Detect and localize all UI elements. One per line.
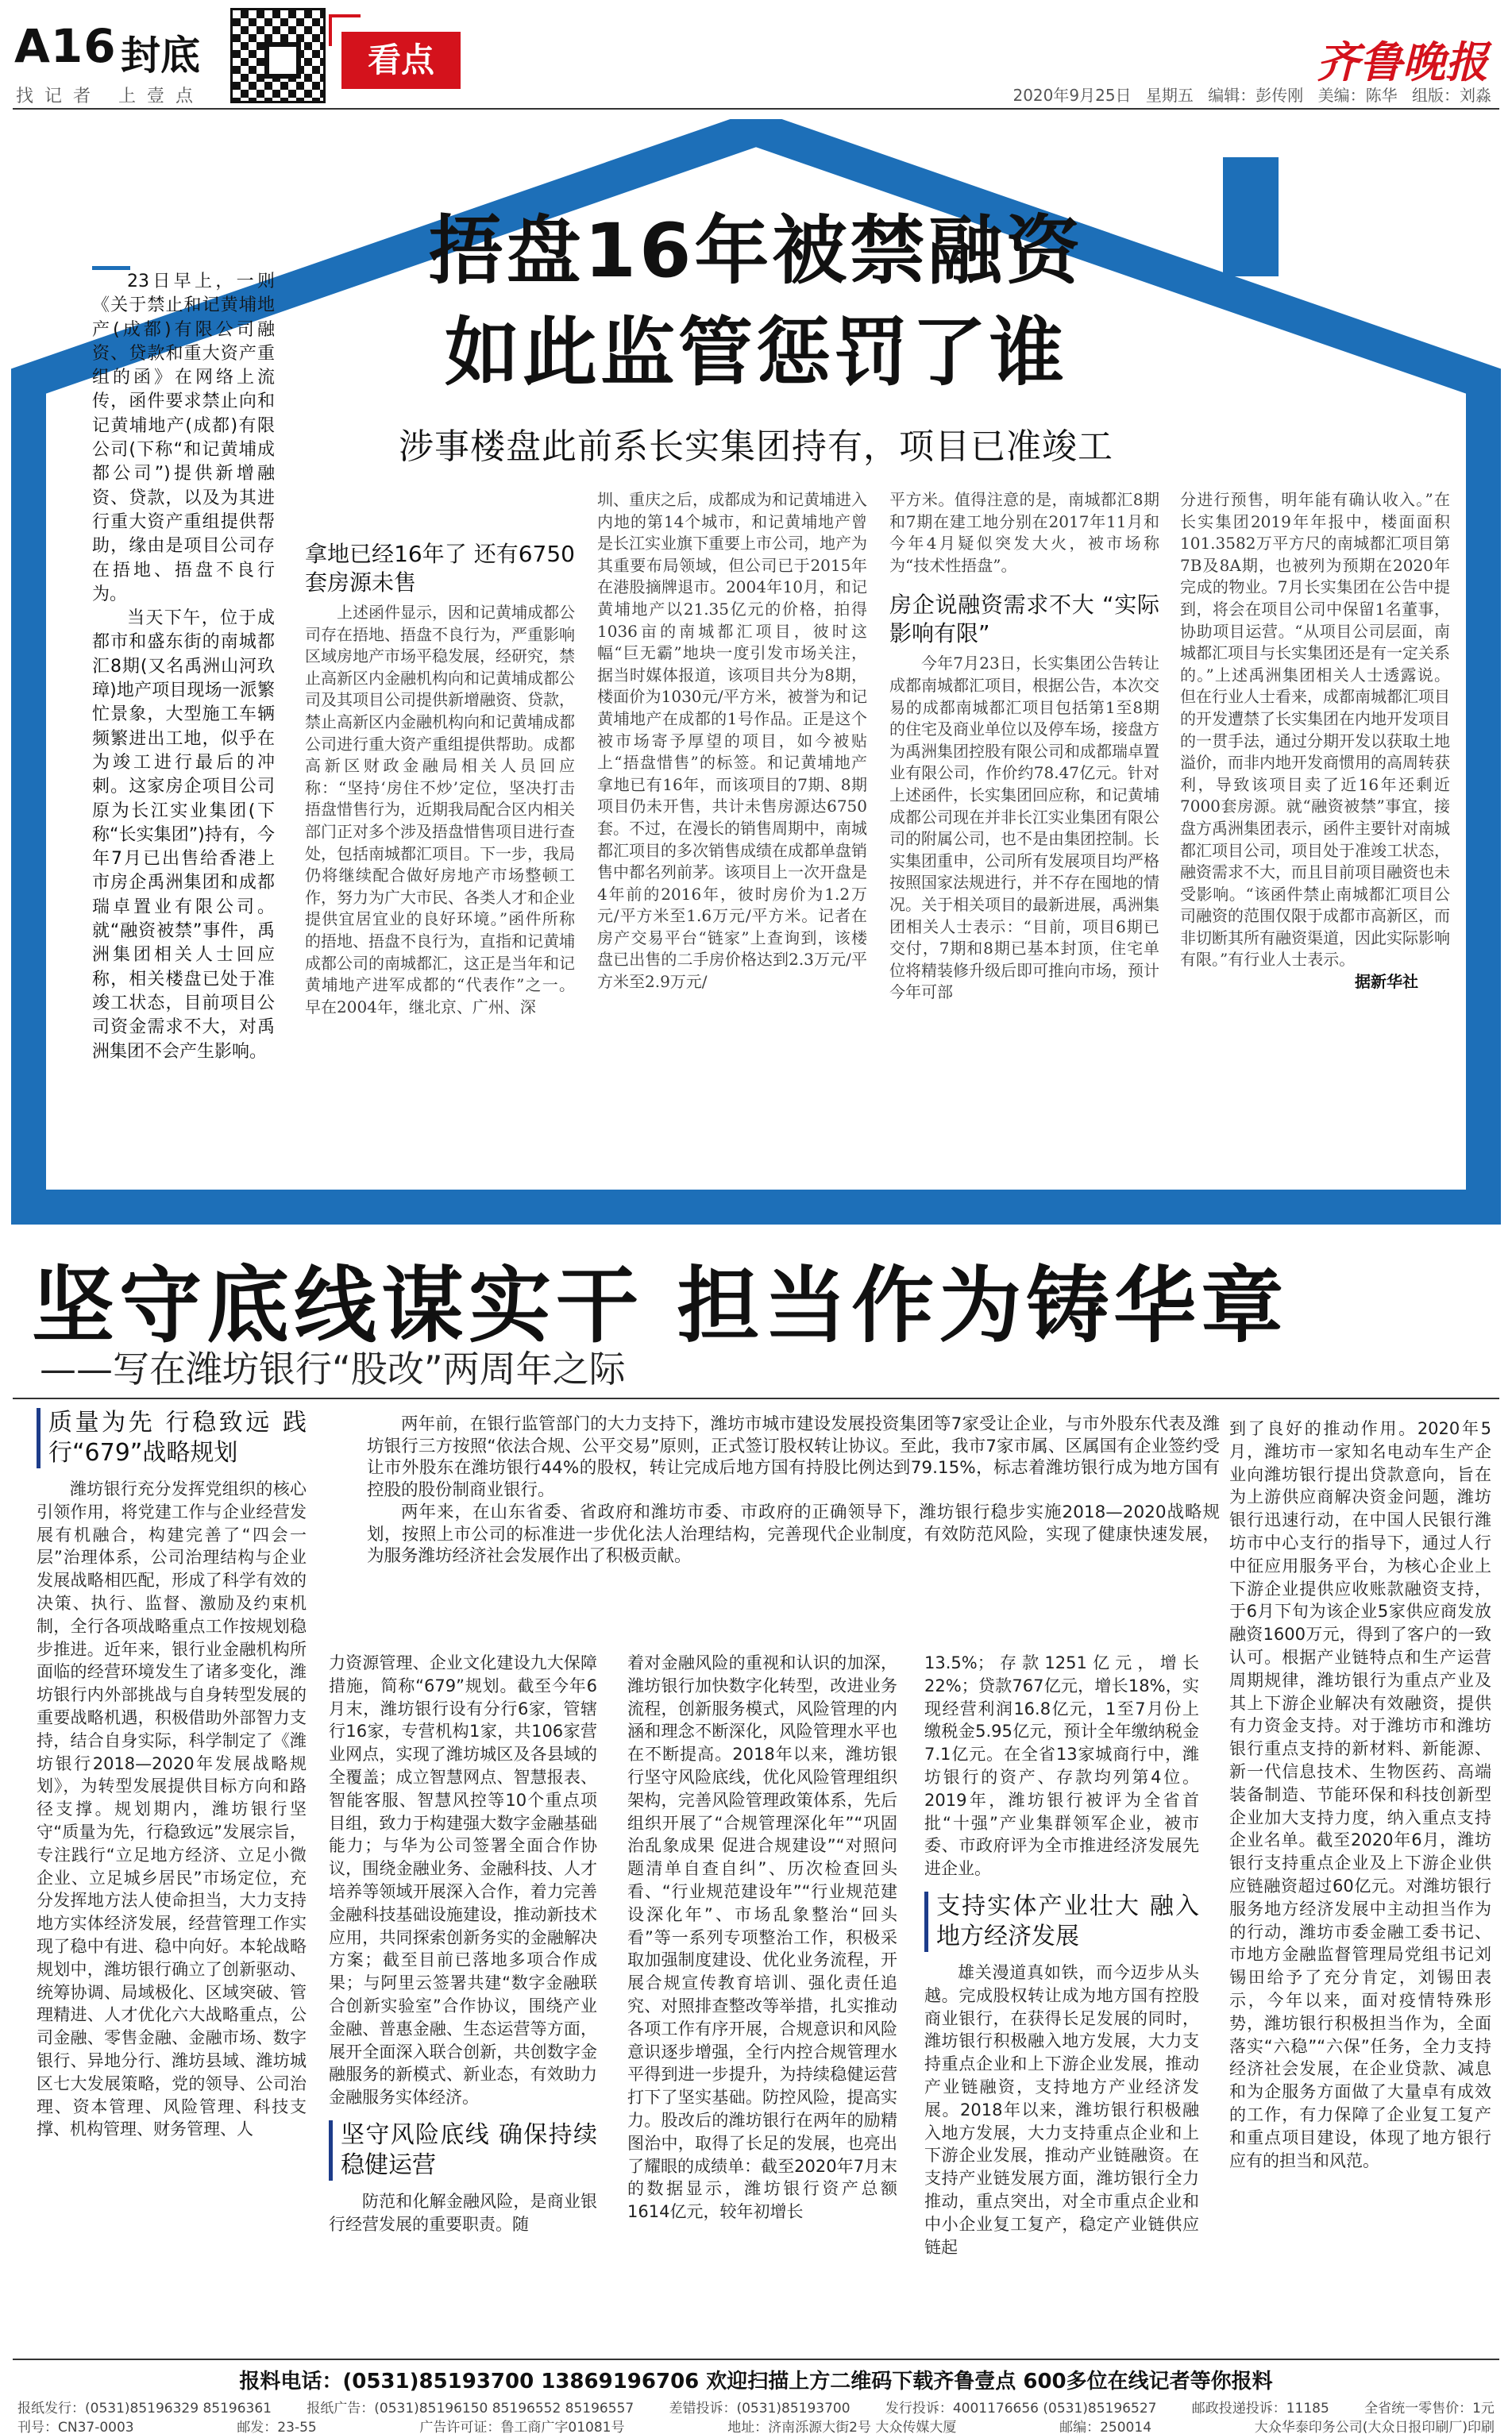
bank-headline-rule (13, 1398, 1499, 1399)
footer-item: 广告许可证：鲁工商广字01081号 (419, 2420, 625, 2434)
bank-column-4 (924, 1652, 1199, 2258)
footer-item: 邮政投递投诉：11185 (1191, 2401, 1329, 2417)
footer-row-1 (17, 2397, 1495, 2417)
headline-line-1: 捂盘16年被禁融资 (428, 208, 1084, 295)
story1-column-5 (1180, 489, 1450, 993)
column-text: 潍坊银行充分发挥党组织的核心引领作用，将党建工作与企业经营发展有机融合，构建完善了“四会一层”治理体系，公司治理结构与企业发展战略相匹配，形成了科学有效的决策、执行、监督、激励及约束机制，全行各项战略重点工作按规划稳步推进。近年来，银行业金融机构所面临的经营环境发生了诸多变化，潍坊银行内外部挑战与自身转型发展的重要战略机遇，积极借助外部智力支持，结合自身实际，科学制定了《潍坊银行2018—2020年发展战略规划》，为转型发展提供目标方向和路径支撑。规划期内，潍坊银行坚守“质量为先，行稳致远”发展宗旨，专注践行“立足地方经济、立足小微企业、立足城乡居民”市场定位，充分发挥地方法人使命担当，大力支持地方实体经济发展，经营管理工作实现了稳中有进、稳中向好。本轮战略规划中，潍坊银行确立了创新驱动、统筹协调、局域极化、区域突破、管理精进、人才优化六大战略重点，公司金融、零售金融、金融市场、数字银行、异地分行、潍坊县域、潍坊城区七大发展策略，党的领导、公司治理、资本管理、风险管理、科技支撑、机构管理、财务管理、人 (37, 1479, 307, 2139)
qr-code-icon[interactable] (230, 8, 326, 103)
footer-item: 地址：济南泺源大街2号 大众传媒大厦 (727, 2420, 957, 2434)
section-tag: 看点 (341, 32, 461, 89)
bank-subheading: 支持实体产业壮大 融入地方经济发展 (924, 1892, 1199, 1952)
lead-paragraph: 23日早上，一则《关于禁止和记黄埔地产(成都)有限公司融资、贷款和重大资产重组的函》在网络上流传，函件要求禁止向和记黄埔地产(成都)有限公司(下称“和记黄埔成都公司”)提供新增融资、贷款，以及为其进行重大资产重组提供帮助，缘由是项目公司存在捂地、捂盘不良行为。 (92, 272, 275, 604)
footer-rule (13, 2359, 1499, 2360)
column-text: 着对金融风险的重视和认识的加深，潍坊银行加快数字化转型，改进业务流程，创新服务模式，风险管理的内涵和理念不断深化，风险管理水平也在不断提高。2018年以来，潍坊银行坚守风险底线，优化风险管理组织架构，完善风险管理政策体系，先后组织开展了“合规管理深化年”“巩固治乱象成果 促进合规建设”“对照问题清单自查自纠”、历次检查回头看、“行业规范建设年”“行业规范建设深化年”、市场乱象整治“回头看”等一系列专项整治工作，积极采取加强制度建设、优化业务流程，开展合规宣传教育培训、强化责任追究、对照排查整改等举措，扎实推动各项工作有序开展，合规意识和风险意识逐步增强，全行内控合规管理水平得到进一步提升，为持续稳健运营打下了坚实基础。防控风险，提高实力。股改后的潍坊银行在两年的励精图治中，取得了长足的发展，也亮出了耀眼的成绩单：截至2020年7月末的数据显示，潍坊银行资产总额1614亿元，较年初增长 (627, 1653, 897, 2222)
bank-column-5 (1229, 1418, 1491, 2172)
column-subheading: 拿地已经16年了 还有6750套房源未售 (305, 541, 575, 596)
page-number: A16 (14, 19, 117, 73)
date-editor-line: 2020年9月25日 星期五 编辑：彭传刚 美编：陈华 组版：刘淼 (1012, 86, 1491, 105)
section-label: 封底 (121, 33, 200, 79)
footer-item: 邮编：250014 (1059, 2420, 1152, 2434)
bank-column-2 (329, 1652, 597, 2236)
column-text: 到了良好的推动作用。2020年5月，潍坊市一家知名电动车生产企业向潍坊银行提出贷款意向，旨在为上游供应商解决资金问题，潍坊银行迅速行动，在中国人民银行潍坊市中心支行的指导下，通过人行中征应用服务平台，为核心企业上下游企业提供应收账款融资支持，于6月下旬为该企业5家供应商发放融资1600万元，得到了客户的一致认可。根据产业链特点和生产运营周期规律，潍坊银行为重点产业及其上下游企业解决有效融资，提供有力资金支持。对于潍坊市和潍坊银行重点支持的新材料、新能源、新一代信息技术、生物医药、高端装备制造、节能环保和科技创新型企业加大支持力度，纳入重点支持企业名单。截至2020年6月，潍坊银行支持重点企业及上下游企业供应链融资超过60亿元。对潍坊银行服务地方经济发展中主动担当作为的行动，潍坊市委金融工委书记、市地方金融监督管理局党组书记刘锡田给予了充分肯定，刘锡田表示，今年以来，面对疫情特殊形势，潍坊银行积极担当作为，全面落实“六稳”“六保”任务，全力支持经济社会发展，在企业贷款、减息和为企服务方面做了大量卓有成效的工作，有力保障了企业复工复产和重点项目建设，体现了地方银行应有的担当和风范。 (1229, 1419, 1491, 2170)
subheadline: 涉事楼盘此前系长实集团持有，项目已准竣工 (399, 426, 1113, 467)
column-text: 雄关漫道真如铁，而今迈步从头越。完成股权转让成为地方国有控股商业银行，在获得长足发展的同时，潍坊银行积极融入地方发展，大力支持重点企业和上下游企业发展，推动产业链融资，支持地方产业经济发展。2018年以来，潍坊银行积极融入地方发展，大力支持重点企业和上下游企业发展，推动产业链融资。在支持产业链发展方面，潍坊银行全力推动，重点突出，对全市重点企业和中小企业复工复产，稳定产业链供应链起 (924, 1962, 1199, 2257)
bank-column-3 (627, 1652, 897, 2224)
footer-item: 刊号：CN37-0003 (17, 2420, 134, 2434)
story1-column-3 (597, 489, 867, 993)
page-header (0, 0, 1512, 119)
column-subheading: 房企说融资需求不大 “实际影响有限” (889, 592, 1159, 647)
footer-item: 报纸发行：(0531)85196329 85196361 (17, 2401, 272, 2417)
byline: 据新华社 (1355, 972, 1418, 992)
bank-headline: 坚守底线谋实干 担当作为铸华章 (32, 1257, 1289, 1354)
bank-column-1 (37, 1402, 307, 2141)
footer-row-2 (17, 2416, 1495, 2434)
footer-item: 邮发：23-55 (237, 2420, 317, 2434)
newspaper-logo: 齐鲁晚报 (1317, 37, 1488, 87)
bank-subtitle: ——写在潍坊银行“股改”两周年之际 (40, 1348, 626, 1391)
footer-item: 差错投诉：(0531)85193700 (669, 2401, 850, 2417)
header-rule (13, 108, 1499, 110)
lead-paragraph: 当天下午，位于成都市和盛东街的南城都汇8期(又名禹洲山河玖璋)地产项目现场一派繁忙景象，大型施工车辆频繁进出工地，似乎在为竣工进行最后的冲刺。这家房企项目公司原为长江实业集团(下称“长实集团”)持有，今年7月已出售给香港上市房企禹洲集团和成都瑞卓置业有限公司。就“融资被禁”事件，禹洲集团相关人士回应称，相关楼盘已处于准竣工状态，目前项目公司资金需求不大，对禹洲集团不会产生影响。 (92, 608, 275, 1062)
lead-column (92, 270, 275, 1064)
bank-subheading: 质量为先 行稳致远 践行“679”战略规划 (37, 1408, 307, 1468)
column-text: 圳、重庆之后，成都成为和记黄埔进入内地的第14个城市，和记黄埔地产曾是长江实业旗下重要上市公司，地产为其重要布局领域，但公司已于2015年在港股摘牌退市。2004年10月，和记黄埔地产以21.35亿元的价格，拍得1036亩的南城都汇项目，彼时这幅“巨无霸”地块一度引发市场关注，据当时媒体报道，该项目共分为8期，楼面价为1030元/平方米，被誉为和记黄埔地产在成都的1号作品。正是这个被市场寄予厚望的项目，如今被贴上“捂盘惜售”的标签。和记黄埔地产拿地已有16年，而该项目的7期、8期项目仍未开售，共计未售房源达6750套。不过，在漫长的销售周期中，南城都汇项目的多次销售成绩在成都单盘销售中都名列前茅。该项目上一次开盘是4年前的2016年，彼时房价为1.2万元/平方米至1.6万元/平方米。记者在房产交易平台“链家”上查询到，该楼盘已出售的二手房价格达到2.3万元/平方米至2.9万元/ (597, 490, 867, 992)
column-text: 力资源管理、企业文化建设九大保障措施，简称“679”规划。截至今年6月末，潍坊银行设有分行6家，管辖行16家，专营机构1家，共106家营业网点，实现了潍坊城区及各县域的全覆盖；成立智慧网点、智慧报表、智能客服、智慧风控等10个重点项目组，致力于构建强大数字金融基础能力；与华为公司签署全面合作协议，围绕金融业务、金融科技、人才培养等领域开展深入合作，着力完善金融科技基础设施建设，推动新技术应用，共同探索创新务实的金融解决方案；截至目前已落地多项合作成果；与阿里云签署共建“数字金融联合创新实验室”合作协议，围绕产业金融、普惠金融、生态运营等方面，展开全面深入联合创新，共创数字金融服务的新模式、新业态，有效助力金融服务实体经济。 (329, 1653, 597, 2108)
column-text: 上述函件显示，因和记黄埔成都公司存在捂地、捂盘不良行为，严重影响区域房地产市场平稳发展，经研究，禁止高新区内金融机构向和记黄埔成都公司及其项目公司提供新增融资、贷款，禁止高新区内金融机构向和记黄埔成都公司进行重大资产重组提供帮助。成都高新区财政金融局相关人员回应称：“坚持‘房住不炒’定位，坚决打击捂盘惜售行为，近期我局配合区内相关部门正对多个涉及捂盘惜售项目进行查处，包括南城都汇项目。下一步，我局仍将继续配合做好房地产市场整顿工作，努力为广大市民、各类人才和企业提供宜居宜业的良好环境。”函件所称的捂地、捂盘不良行为，直指和记黄埔成都公司的南城都汇，这正是当年和记黄埔地产进军成都的“代表作”之一。早在2004年，继北京、广州、深 (305, 603, 575, 1016)
bank-subheading: 坚守风险底线 确保持续稳健运营 (329, 2120, 597, 2181)
intro-paragraph: 两年前，在银行监管部门的大力支持下，潍坊市城市建设发展投资集团等7家受让企业，与市外股东代表及潍坊银行三方按照“依法合规、公平交易”原则，正式签订股权转让协议。至此，我市7家市属、区属国有企业签约受让市外股东在潍坊银行44%的股权，转让完成后地方国有持股比例达到79.15%，标志着潍坊银行成为地方国有控股的股份制商业银行。 (367, 1414, 1220, 1501)
slogan: 找记者 上壹点 (16, 87, 204, 106)
page-footer (0, 2359, 1512, 2434)
footer-item: 发行投诉：4001176656 (0531)85196527 (885, 2401, 1157, 2417)
housing-story (0, 119, 1512, 1231)
column-text: 防范和化解金融风险，是商业银行经营发展的重要职责。随 (329, 2191, 597, 2234)
story1-column-2 (305, 540, 575, 1018)
story1-column-4 (889, 489, 1159, 1004)
bank-story (0, 1231, 1512, 2359)
column-text: 平方米。值得注意的是，南城都汇8期和7期在建工地分别在2017年11月和今年4月疑似突发大火，被市场称为“技术性捂盘”。 (889, 490, 1159, 575)
bank-intro (367, 1414, 1220, 1568)
column-text: 13.5%；存款1251亿元，增长22%；贷款767亿元，增长18%，实现经营利润16.8亿元，1至7月份上缴税金5.95亿元，预计全年缴纳税金7.1亿元。在全省13家城商行中，潍坊银行的资产、存款均列第4位。2019年，潍坊银行被评为全省首批“十强”产业集群领军企业，被市委、市政府评为全市推进经济发展先进企业。 (924, 1653, 1199, 1879)
headline-line-2: 如此监管惩罚了谁 (444, 310, 1067, 396)
column-text: 今年7月23日，长实集团公告转让成都南城都汇项目，根据公告，本次交易的成都南城都汇项目包括第1至8期的住宅及商业单位以及停车场，接盘方为禹洲集团控股有限公司和成都瑞卓置业有限公司，作价约78.47亿元。针对上述函件，长实集团回应称，和记黄埔成都公司现在并非长江实业集团有限公司的附属公司，也不是由集团控制。长实集团重申，公司所有发展项目均严格按照国家法规进行，并不存在囤地的情况。关于相关项目的最新进展，禹洲集团相关人士表示：“目前，项目6期已交付，7期和8期已基本封顶，住宅单位将精装修升级后即可推向市场，预计今年可部 (889, 654, 1159, 1002)
footer-item: 报纸广告：(0531)85196150 85196552 85196557 (307, 2401, 634, 2417)
column-text: 分进行预售，明年能有确认收入。”在长实集团2019年年报中，楼面面积101.3582万平方尺的南城都汇项目第7B及8A期，也被列为预期在2020年完成的物业。7月长实集团在公告中提到，将会在项目公司中保留1名董事，协助项目运营。“从项目公司层面，南城都汇项目与长实集团还是有一定关系的。”上述禹洲集团相关人士透露说。但在行业人士看来，成都南城都汇项目的开发遭禁了长实集团在内地开发项目的一贯手法，通过分期开发以获取土地溢价，而非内地开发商惯用的高周转获利，导致该项目卖了近16年还剩近7000套房源。就“融资被禁”事宜，接盘方禹洲集团表示，函件主要针对南城都汇项目公司，项目处于准竣工状态，融资需求不大，而且目前项目融资也未受影响。“该函件禁止南城都汇项目公司融资的范围仅限于成都市高新区，而非切断其所有融资渠道，因此实际影响有限。”有行业人士表示。 (1180, 490, 1450, 970)
hotline-line: 报料电话：(0531)85193700 13869196706 欢迎扫描上方二维码下载齐鲁壹点 600多位在线记者等你报料 (239, 2370, 1273, 2393)
footer-item: 大众华泰印务公司(大众日报印刷厂)印刷 (1254, 2420, 1495, 2434)
intro-paragraph: 两年来，在山东省委、省政府和潍坊市委、市政府的正确领导下，潍坊银行稳步实施2018—2020战略规划，按照上市公司的标准进一步优化法人治理结构，完善现代企业制度，有效防范风险，实现了健康快速发展，为服务潍坊经济社会发展作出了积极贡献。 (367, 1502, 1220, 1567)
footer-item: 全省统一零售价：1元 (1364, 2401, 1495, 2417)
